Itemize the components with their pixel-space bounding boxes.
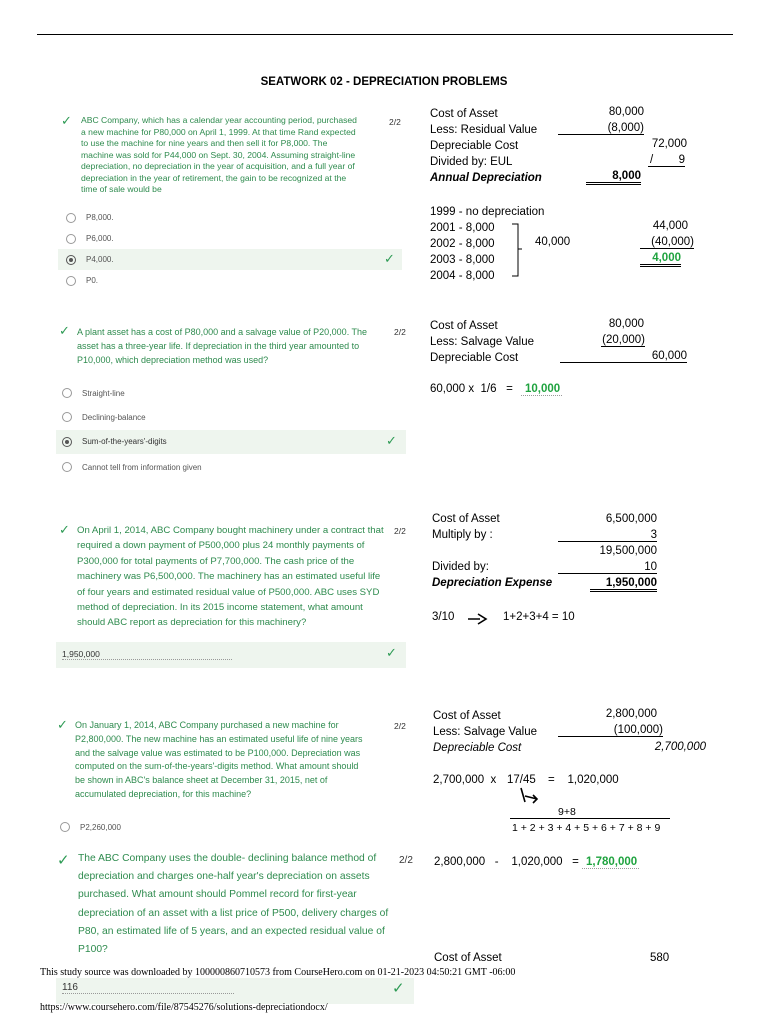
- calc-3-product: 19,500,000: [599, 545, 657, 557]
- option-label: P0.: [86, 276, 99, 285]
- calc-3-multiplier: 3: [558, 529, 657, 542]
- calc-4-depreciable: 2,700,000: [654, 741, 706, 753]
- correct-check-icon: ✓: [61, 113, 72, 128]
- calc-1-cost: 80,000: [608, 106, 644, 118]
- calc-2-formula: 60,000 x 1/6 =: [430, 383, 513, 395]
- arrow-icon: [519, 786, 545, 808]
- calc-4-net-answer: 1,780,000: [582, 856, 639, 869]
- top-rule: [37, 34, 733, 35]
- radio-option[interactable]: [60, 822, 70, 832]
- question-5-text: The ABC Company uses the double- declining balance method of depreciation and charges one-half year's depreciation on assets purchased. What amount should Pommel record for first-year depreciation of an asset with a list price of P500, delivery charges of P80, an estimated life of 5 years, and an expected residual value of P100?: [78, 853, 389, 956]
- bracket-icon: [510, 222, 524, 280]
- calc-2-labels: Cost of Asset Less: Salvage Value Depreciable Cost: [430, 320, 534, 364]
- download-notice: This study source was downloaded by 100000860710573 from CourseHero.com on 01-21-2023 04:50:21 GMT -06:00: [40, 967, 516, 978]
- question-5-score: 2/2: [399, 855, 413, 866]
- calc-3-expense: 1,950,000: [590, 577, 657, 592]
- calc-2-depreciable: 60,000: [560, 350, 687, 363]
- question-2-text: A plant asset has a cost of P80,000 and a salvage value of P20,000. The asset has a three-year life. If depreciation in the third year amounted to P10,000, which depreciation method was used?: [77, 327, 368, 365]
- calc-1-depreciable: 72,000: [651, 138, 687, 150]
- calc-1-divide-sign: /: [650, 154, 654, 166]
- correct-check-icon: ✓: [386, 433, 397, 448]
- calc-2-answer: 10,000: [521, 383, 562, 396]
- question-1-score: 2/2: [389, 117, 401, 127]
- calc-1-labels: Cost of Asset Less: Residual Value Depreciable Cost Divided by: EUL Annual Depreciation: [430, 108, 542, 184]
- calc-1-annual: 8,000: [586, 170, 641, 185]
- correct-check-icon: ✓: [386, 645, 397, 660]
- option-label: P4,000.: [86, 255, 114, 264]
- answer-field[interactable]: 116: [62, 982, 234, 994]
- option-label: Cannot tell from information given: [82, 463, 202, 472]
- option-label: P2,260,000: [80, 823, 121, 832]
- radio-option[interactable]: [62, 412, 72, 422]
- question-3-score: 2/2: [394, 526, 406, 536]
- answer-field[interactable]: 1,950,000: [62, 649, 232, 660]
- option-label: P6,000.: [86, 234, 114, 243]
- calc-5-label: Cost of Asset: [434, 952, 502, 964]
- calc-3-digit-sum: 1+2+3+4 = 10: [503, 611, 575, 623]
- radio-option[interactable]: [66, 234, 76, 244]
- calc-1-sum: 40,000: [535, 236, 571, 248]
- radio-option-selected[interactable]: [62, 437, 72, 447]
- calc-1-years: 1999 - no depreciation 2001 - 8,000 2002 - 8,000 2003 - 8,000 2004 - 8,000: [430, 206, 545, 282]
- radio-option[interactable]: [66, 276, 76, 286]
- calc-4-salvage: (100,000): [558, 724, 663, 737]
- calc-2-salvage: (20,000): [602, 334, 645, 346]
- calc-1-gain: 4,000: [640, 252, 681, 267]
- calc-3-label: Cost of Asset: [432, 513, 500, 525]
- radio-option[interactable]: [62, 462, 72, 472]
- calc-4-numerator: 9+8: [558, 806, 576, 818]
- calc-4-cost: 2,800,000: [605, 708, 657, 720]
- source-url[interactable]: https://www.coursehero.com/file/87545276/solutions-depreciationdocx/: [40, 1002, 328, 1013]
- calc-3-label: Divided by:: [432, 561, 489, 573]
- calc-5-value: 580: [650, 952, 670, 964]
- correct-check-icon: ✓: [57, 717, 68, 732]
- calc-1-accum: (40,000): [640, 236, 694, 249]
- radio-option[interactable]: [62, 388, 72, 398]
- calc-4-labels: Cost of Asset Less: Salvage Value Depreciable Cost: [433, 710, 537, 754]
- fraction-bar: [510, 818, 670, 819]
- option-label: Sum-of-the-years'-digits: [82, 437, 167, 446]
- calc-4-formula-left: 2,700,000 x: [433, 774, 497, 786]
- calc-3-divisor: 10: [558, 561, 657, 574]
- correct-check-icon: ✓: [59, 323, 70, 338]
- option-label: Straight-line: [82, 389, 125, 398]
- calc-4-net-formula: 2,800,000 - 1,020,000 =: [434, 856, 579, 868]
- correct-check-icon: ✓: [384, 251, 395, 266]
- calc-4-fraction: 17/45: [507, 774, 536, 786]
- calc-1-proceeds: 44,000: [652, 220, 688, 232]
- page-title: SEATWORK 02 - DEPRECIATION PROBLEMS: [260, 76, 508, 88]
- question-1-text: ABC Company, which has a calendar year accounting period, purchased a new machine for P80,000 on April 1, 1999. At that time Rand expected to use the machine for nine years and then sell it for P8,000. The machine was sold for P44,000 on Sept. 30, 2004. Assuming straight-line depreciation, no depreciation in the year of acquisition, and a full year of depreciation in the year of retirement, the gain to be recognized at the time of sale would be: [81, 115, 357, 194]
- question-3-text: On April 1, 2014, ABC Company bought machinery under a contract that required a down payment of P500,000 plus 24 monthly payments of P300,000 for total payments of P7,700,000. The cash price of the machinery was P6,500,000. The machinery has an estimated useful life of four years and estimated residual value of P500,000. ABC uses SYD method of depreciation. In its 2015 income statement, what amount should ABC report as depreciation for this machinery?: [77, 525, 384, 629]
- calc-2-cost: 80,000: [608, 318, 644, 330]
- calc-4-formula-right: = 1,020,000: [548, 774, 619, 786]
- calc-3-label: Depreciation Expense: [432, 577, 553, 589]
- calc-3-fraction: 3/10: [432, 611, 455, 623]
- correct-check-icon: ✓: [59, 522, 70, 537]
- correct-check-icon: ✓: [392, 980, 405, 997]
- calc-1-residual: (8,000): [558, 122, 644, 135]
- radio-option-selected[interactable]: [66, 255, 76, 265]
- calc-1-eul: 9: [648, 154, 685, 167]
- calc-4-denominator: 1 + 2 + 3 + 4 + 5 + 6 + 7 + 8 + 9: [512, 822, 661, 834]
- option-label: Declining-balance: [82, 413, 146, 422]
- correct-check-icon: ✓: [57, 852, 70, 869]
- calc-3-cost: 6,500,000: [605, 513, 657, 525]
- question-4-text: On January 1, 2014, ABC Company purchased a new machine for P2,800,000. The new machine has an estimated useful life of nine years and the salvage value was estimated to be P100,000. Depreciation was computed on the sum-of-the-years'-digits method. What amount should be shown in ABC's balance sheet at December 31, 2015, net of accumulated depreciation, for this machine?: [75, 720, 363, 799]
- option-label: P8,000.: [86, 213, 114, 222]
- question-2-score: 2/2: [394, 327, 406, 337]
- calc-3-label: Multiply by :: [432, 529, 493, 541]
- arrow-right-icon: [466, 611, 490, 627]
- radio-option[interactable]: [66, 213, 76, 223]
- question-4-score: 2/2: [394, 721, 406, 731]
